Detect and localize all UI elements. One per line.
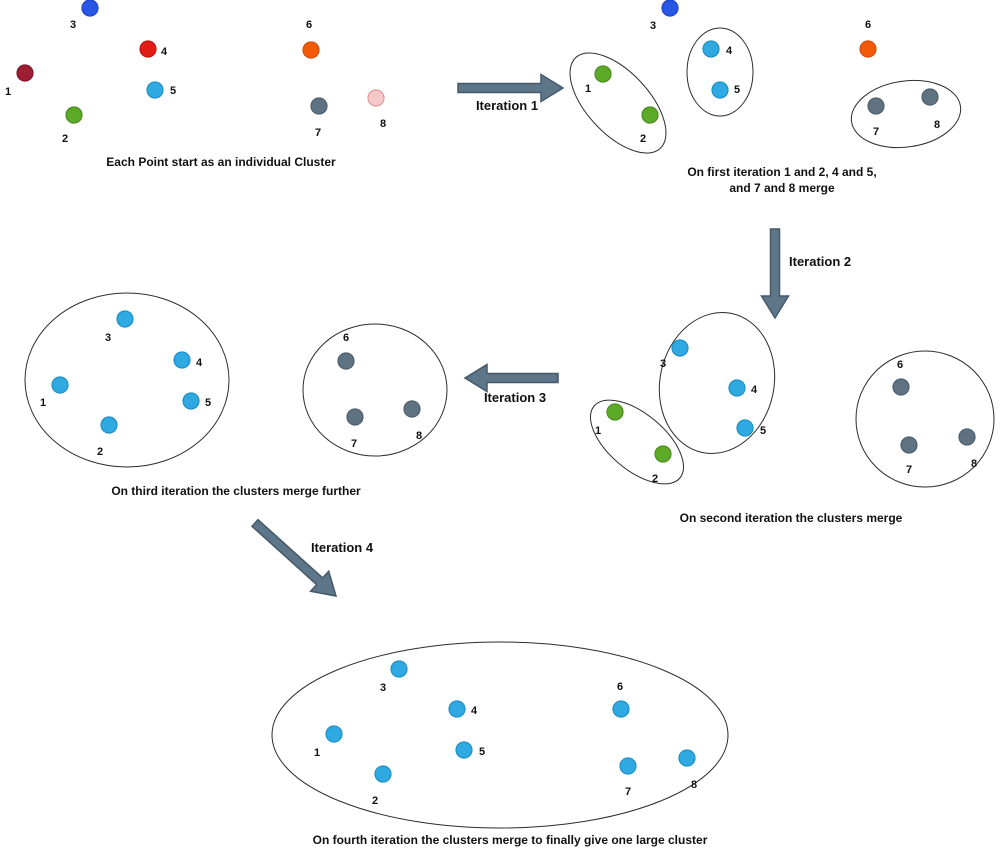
- point-1-dot: [326, 726, 342, 742]
- point-2-dot: [642, 107, 658, 123]
- iteration-2-arrow-group: [762, 229, 852, 318]
- point-3-dot: [662, 0, 678, 16]
- point-7-dot: [620, 758, 636, 774]
- iteration-3-arrow: [465, 365, 558, 392]
- iteration-2-arrow: [762, 229, 789, 318]
- point-1-label: 1: [594, 425, 602, 437]
- point-3-label: 3: [379, 682, 387, 694]
- point-8-dot: [922, 89, 938, 105]
- cluster-ellipse-iteration-2-result-3-4-5: [646, 302, 787, 465]
- iteration-4-arrow-group: [252, 520, 374, 596]
- iteration-3-label: Iteration 3: [483, 390, 547, 405]
- point-1-label: 1: [39, 397, 47, 409]
- point-3-dot: [82, 0, 98, 16]
- point-5-dot: [712, 82, 728, 98]
- point-5-dot: [737, 420, 753, 436]
- point-2-dot: [66, 107, 82, 123]
- point-8-dot: [368, 90, 384, 106]
- point-3-label: 3: [69, 19, 77, 31]
- iteration-4-label: Iteration 4: [310, 540, 374, 555]
- point-5-label: 5: [759, 425, 767, 437]
- point-4-label: 4: [750, 384, 758, 396]
- point-6-label: 6: [616, 681, 624, 693]
- point-5-dot: [183, 393, 199, 409]
- point-7-dot: [901, 437, 917, 453]
- point-4-dot: [703, 41, 719, 57]
- point-1-dot: [607, 404, 623, 420]
- point-1-dot: [52, 377, 68, 393]
- point-7-dot: [311, 98, 327, 114]
- point-5-label: 5: [733, 84, 741, 96]
- point-6-label: 6: [896, 359, 904, 371]
- point-5-dot: [147, 82, 163, 98]
- point-2-label: 2: [96, 446, 104, 458]
- point-7-dot: [868, 98, 884, 114]
- caption-iteration-1-result: [687, 165, 876, 195]
- caption-iteration-2-result: [680, 511, 903, 525]
- cluster-ellipse-iteration-1-result-4-5: [687, 28, 753, 116]
- caption-iteration-1-result-line-2: and 7 and 8 merge: [729, 181, 835, 195]
- caption-iteration-4-result: [313, 833, 708, 847]
- point-3-label: 3: [659, 358, 667, 370]
- point-6-dot: [303, 42, 319, 58]
- panel-iteration-2-result: [576, 302, 994, 525]
- point-6-dot: [860, 41, 876, 57]
- point-3-dot: [117, 311, 133, 327]
- point-4-label: 4: [160, 46, 168, 58]
- panel-iteration-3-result: [25, 293, 447, 498]
- iteration-4-arrow: [252, 520, 336, 596]
- panel-initial-points: [5, 0, 386, 169]
- caption-initial-points-line-1: Each Point start as an individual Cluster: [106, 155, 336, 169]
- caption-iteration-3-result: [111, 484, 361, 498]
- point-1-label: 1: [584, 83, 592, 95]
- point-7-label: 7: [905, 464, 913, 476]
- iteration-3-arrow-group: [465, 365, 558, 406]
- point-8-dot: [404, 401, 420, 417]
- point-4-label: 4: [195, 357, 203, 369]
- point-5-label: 5: [204, 397, 212, 409]
- point-4-dot: [140, 41, 156, 57]
- cluster-ellipse-iteration-3-result-6-7-8: [303, 324, 447, 456]
- point-7-dot: [347, 409, 363, 425]
- point-8-label: 8: [933, 119, 941, 131]
- point-7-label: 7: [624, 786, 632, 798]
- point-4-dot: [174, 352, 190, 368]
- point-5-dot: [456, 742, 472, 758]
- caption-initial-points: [106, 155, 336, 169]
- point-2-label: 2: [61, 133, 69, 145]
- iteration-2-label: Iteration 2: [789, 254, 852, 269]
- point-1-dot: [17, 65, 33, 81]
- point-4-dot: [449, 701, 465, 717]
- point-7-label: 7: [872, 126, 880, 138]
- caption-iteration-1-result-line-1: On first iteration 1 and 2, 4 and 5,: [687, 165, 877, 179]
- panel-iteration-1-result: [553, 0, 965, 195]
- point-6-dot: [338, 353, 354, 369]
- point-2-dot: [375, 766, 391, 782]
- point-8-label: 8: [415, 430, 423, 442]
- point-6-dot: [893, 379, 909, 395]
- point-8-dot: [679, 750, 695, 766]
- point-1-dot: [595, 66, 611, 82]
- cluster-ellipse-iteration-1-result-1-2: [553, 37, 683, 170]
- point-3-label: 3: [104, 332, 112, 344]
- point-8-label: 8: [379, 118, 387, 130]
- point-4-label: 4: [470, 705, 478, 717]
- caption-iteration-4-result-line-1: On fourth iteration the clusters merge to finally give one large cluster: [312, 833, 708, 847]
- iteration-1-label: Iteration 1: [475, 98, 539, 113]
- point-5-label: 5: [169, 85, 177, 97]
- point-3-dot: [672, 340, 688, 356]
- point-2-label: 2: [371, 795, 379, 807]
- cluster-ellipse-iteration-2-result-1-2: [576, 385, 698, 500]
- point-7-label: 7: [314, 127, 322, 139]
- point-6-label: 6: [864, 19, 872, 31]
- point-2-dot: [101, 417, 117, 433]
- point-3-label: 3: [649, 20, 657, 32]
- point-7-label: 7: [350, 438, 358, 450]
- point-4-dot: [729, 380, 745, 396]
- caption-iteration-3-result-line-1: On third iteration the clusters merge further: [111, 484, 361, 498]
- point-2-label: 2: [639, 133, 647, 145]
- point-8-label: 8: [970, 458, 978, 470]
- point-6-dot: [613, 701, 629, 717]
- point-1-label: 1: [4, 86, 12, 98]
- point-6-label: 6: [342, 332, 350, 344]
- iteration-1-arrow-group: [458, 75, 563, 114]
- point-1-label: 1: [313, 747, 321, 759]
- point-2-dot: [655, 446, 671, 462]
- point-5-label: 5: [478, 746, 486, 758]
- point-4-label: 4: [725, 45, 733, 57]
- point-6-label: 6: [305, 19, 313, 31]
- panel-iteration-4-result: [272, 642, 728, 847]
- point-8-label: 8: [690, 779, 698, 791]
- point-3-dot: [391, 661, 407, 677]
- caption-iteration-2-result-line-1: On second iteration the clusters merge: [679, 511, 903, 525]
- cluster-ellipse-iteration-1-result-7-8: [847, 74, 965, 155]
- point-2-label: 2: [651, 473, 659, 485]
- point-8-dot: [959, 429, 975, 445]
